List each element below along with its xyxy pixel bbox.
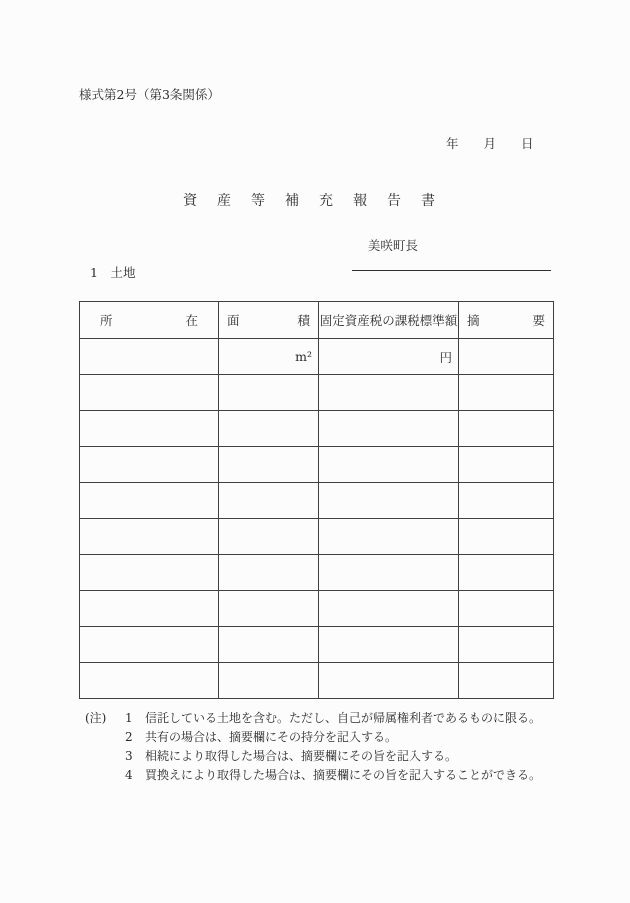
land-table-body bbox=[80, 339, 554, 699]
notes-label-spacer bbox=[85, 766, 125, 785]
empty-cell bbox=[219, 375, 319, 411]
col-header-remarks-end: 要 bbox=[532, 313, 545, 328]
empty-cell bbox=[80, 627, 219, 663]
area-unit-label: m² bbox=[295, 349, 312, 364]
note-number: 1 bbox=[125, 711, 133, 725]
table-header-row bbox=[80, 302, 554, 339]
amount-unit-cell bbox=[319, 339, 459, 375]
empty-cell bbox=[459, 483, 554, 519]
note-item bbox=[85, 747, 555, 766]
table-row bbox=[80, 627, 554, 663]
empty-cell bbox=[319, 663, 459, 699]
land-table bbox=[79, 301, 554, 699]
note-text: 共有の場合は、摘要欄にその持分を記入する。 bbox=[145, 730, 398, 744]
note-item bbox=[85, 709, 555, 728]
empty-cell bbox=[459, 519, 554, 555]
empty-cell bbox=[219, 555, 319, 591]
note-text: 相続により取得した場合は、摘要欄にその旨を記入する。 bbox=[145, 749, 458, 763]
col-header-location-start: 所 bbox=[100, 313, 113, 328]
table-row bbox=[80, 519, 554, 555]
empty-cell bbox=[80, 411, 219, 447]
empty-cell bbox=[219, 411, 319, 447]
note-number: 4 bbox=[125, 768, 133, 782]
empty-cell bbox=[219, 591, 319, 627]
empty-cell bbox=[459, 375, 554, 411]
table-row bbox=[80, 555, 554, 591]
form-number-label: 様式第2号（第3条関係） bbox=[79, 87, 220, 102]
note-item bbox=[85, 728, 555, 747]
table-row bbox=[80, 411, 554, 447]
table-row bbox=[80, 483, 554, 519]
empty-cell bbox=[80, 483, 219, 519]
addressee-label: 美咲町長 bbox=[367, 238, 418, 253]
addressee-line bbox=[352, 225, 551, 271]
notes-label-spacer bbox=[85, 728, 125, 747]
note-number: 2 bbox=[125, 730, 133, 744]
report-title: 資産等補充報告書 bbox=[183, 193, 455, 209]
table-row bbox=[80, 447, 554, 483]
empty-cell bbox=[80, 339, 219, 375]
empty-cell bbox=[319, 519, 459, 555]
table-row bbox=[80, 663, 554, 699]
note-item bbox=[85, 766, 555, 785]
col-header-location bbox=[80, 302, 219, 339]
section-label-land: 1 土地 bbox=[90, 265, 136, 280]
date-line: 年 月 日 bbox=[446, 136, 534, 151]
empty-cell bbox=[459, 447, 554, 483]
notes-label: (注) bbox=[85, 711, 107, 725]
col-header-location-end: 在 bbox=[185, 313, 198, 328]
empty-cell bbox=[80, 375, 219, 411]
empty-cell bbox=[459, 627, 554, 663]
note-text: 信託している土地を含む。ただし、自己が帰属権利者であるものに限る。 bbox=[145, 711, 542, 725]
table-row bbox=[80, 591, 554, 627]
col-header-area-start: 面 bbox=[227, 313, 240, 328]
area-unit-cell bbox=[219, 339, 319, 375]
note-number: 3 bbox=[125, 749, 133, 763]
col-header-remarks bbox=[459, 302, 554, 339]
empty-cell bbox=[459, 591, 554, 627]
empty-cell bbox=[319, 555, 459, 591]
table-row bbox=[80, 375, 554, 411]
empty-cell bbox=[319, 627, 459, 663]
empty-cell bbox=[219, 483, 319, 519]
empty-cell bbox=[219, 447, 319, 483]
empty-cell bbox=[319, 375, 459, 411]
empty-cell bbox=[459, 411, 554, 447]
empty-cell bbox=[319, 411, 459, 447]
empty-cell bbox=[80, 555, 219, 591]
col-header-remarks-start: 摘 bbox=[467, 313, 480, 328]
empty-cell bbox=[319, 483, 459, 519]
empty-cell bbox=[459, 339, 554, 375]
notes-label-spacer bbox=[85, 747, 125, 766]
empty-cell bbox=[80, 447, 219, 483]
empty-cell bbox=[459, 555, 554, 591]
amount-unit-label: 円 bbox=[439, 349, 452, 365]
empty-cell bbox=[459, 663, 554, 699]
empty-cell bbox=[80, 591, 219, 627]
notes-block bbox=[85, 709, 555, 785]
empty-cell bbox=[219, 519, 319, 555]
col-header-tax-base-label: 固定資産税の課税標準額 bbox=[319, 313, 458, 328]
col-header-area bbox=[219, 302, 319, 339]
empty-cell bbox=[319, 447, 459, 483]
empty-cell bbox=[319, 591, 459, 627]
col-header-tax-base bbox=[319, 302, 459, 339]
note-text: 買換えにより取得した場合は、摘要欄にその旨を記入することができる。 bbox=[145, 768, 542, 782]
empty-cell bbox=[219, 627, 319, 663]
empty-cell bbox=[219, 663, 319, 699]
col-header-area-end: 積 bbox=[297, 313, 310, 328]
unit-row bbox=[80, 339, 554, 375]
empty-cell bbox=[80, 519, 219, 555]
empty-cell bbox=[80, 663, 219, 699]
